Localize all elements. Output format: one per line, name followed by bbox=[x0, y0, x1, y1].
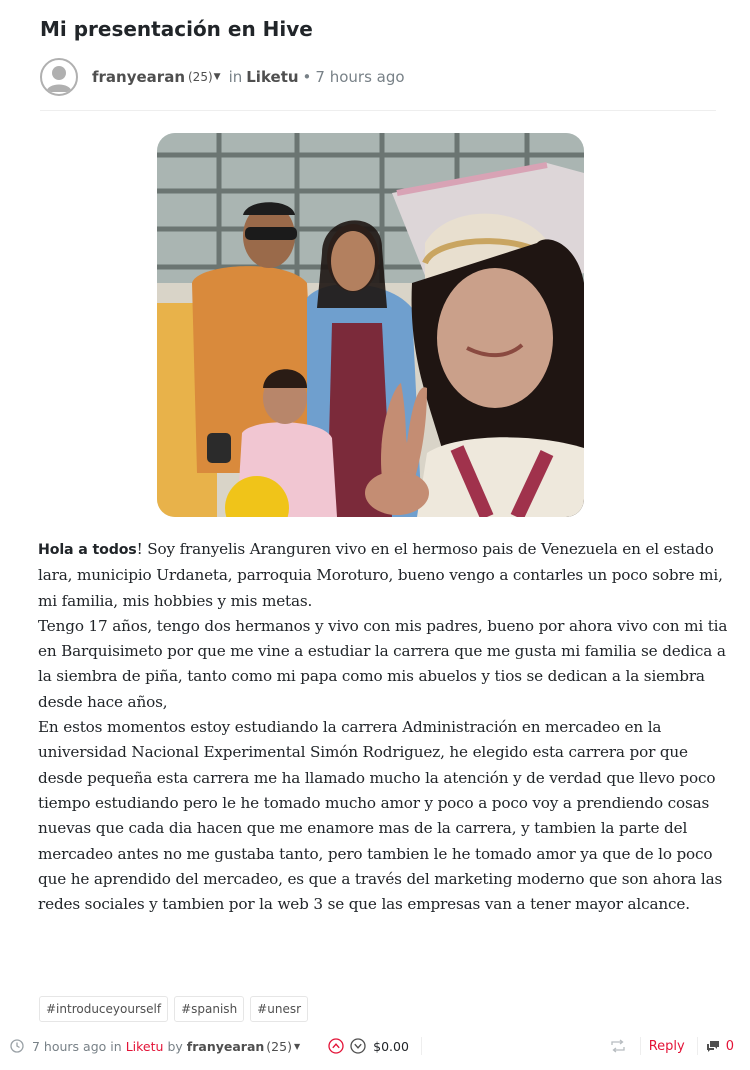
footer-author-reputation: (25) bbox=[266, 1038, 292, 1054]
author-meta bbox=[92, 68, 405, 86]
post-body bbox=[38, 537, 728, 917]
post-photo[interactable] bbox=[157, 133, 584, 517]
paragraph1-text: ! Soy franyelis Aranguren vivo en el hermoso pais de Venezuela en el estado lara, municipio Urdaneta, parroquia Moroturo, bueno vengo a contarles un poco sobre mi, mi familia, mis hobbies y mis metas. bbox=[38, 540, 723, 610]
meta-separator: • bbox=[302, 68, 312, 86]
footer-community-link[interactable]: Liketu bbox=[125, 1038, 164, 1054]
post-time: 7 hours ago bbox=[315, 68, 405, 86]
greeting-bold: Hola a todos bbox=[38, 542, 137, 558]
post-title: Mi presentación en Hive bbox=[40, 17, 313, 41]
community-link[interactable]: Liketu bbox=[246, 68, 299, 86]
reblog-divider bbox=[640, 1037, 641, 1055]
caret-down-icon[interactable]: ▼ bbox=[293, 1041, 301, 1051]
post-footer bbox=[10, 1035, 750, 1057]
upvote-icon[interactable] bbox=[328, 1038, 344, 1054]
body-paragraph-3: En estos momentos estoy estudiando la carrera Administración en mercadeo en la universidad Nacional Experimental Simón Rodriguez, he elegido esta carrera por que desde pequeña esta carrera me ha llamado mucho la atención y de verdad que llevo poco tiempo estudiando pero le he tomado mucho amor y poco a poco voy a prendiendo cosas nuevas que cada dia hacen que me enamore mas de la carrera, y tambien la parte del mercadeo antes no me gustaba tanto, pero tambien le he tomado amor ya que de lo poco que he aprendido del mercadeo, es que a través del marketing moderno que son ahora las redes sociales y tambien por la web 3 se que las empresas van a tener mayor alcance. bbox=[38, 718, 723, 914]
footer-actions bbox=[610, 1035, 734, 1057]
user-avatar-icon[interactable] bbox=[40, 58, 78, 96]
tag-spanish[interactable]: #spanish bbox=[174, 996, 244, 1022]
footer-divider bbox=[421, 1037, 422, 1055]
reblog-icon[interactable] bbox=[610, 1039, 626, 1053]
body-paragraph-2: Tengo 17 años, tengo dos hermanos y vivo con mis padres, bueno por ahora vivo con mi tia en Barquisimeto por que me vine a estudiar la carrera que me gusta mi familia se dedica a la siembra de piña, tanto como mi papa como mis abuelos y tios se dedican a la siembra desde hace años, bbox=[38, 616, 728, 711]
tag-introduceyourself[interactable]: #introduceyourself bbox=[39, 996, 168, 1022]
footer-in-label: in bbox=[110, 1038, 122, 1054]
payout-value[interactable]: $0.00 bbox=[373, 1038, 409, 1054]
reply-divider bbox=[697, 1037, 698, 1055]
reply-button[interactable]: Reply bbox=[648, 1038, 685, 1054]
caret-down-icon[interactable]: ▼ bbox=[213, 72, 221, 82]
footer-by-label: by bbox=[167, 1038, 183, 1054]
author-row bbox=[40, 56, 716, 98]
tag-unesr[interactable]: #unesr bbox=[250, 996, 308, 1022]
downvote-icon[interactable] bbox=[350, 1038, 366, 1054]
author-reputation: (25) bbox=[188, 70, 213, 84]
footer-time: 7 hours ago bbox=[32, 1038, 107, 1054]
comment-count[interactable]: 0 bbox=[725, 1038, 734, 1054]
author-link[interactable]: franyearan bbox=[92, 68, 185, 86]
in-label: in bbox=[228, 68, 243, 86]
clock-icon bbox=[10, 1039, 24, 1053]
footer-author-link[interactable]: franyearan bbox=[186, 1038, 265, 1054]
comments-icon[interactable] bbox=[706, 1039, 720, 1053]
header-divider bbox=[40, 110, 716, 111]
body-paragraph-1 bbox=[38, 537, 728, 614]
tag-list bbox=[39, 996, 308, 1022]
